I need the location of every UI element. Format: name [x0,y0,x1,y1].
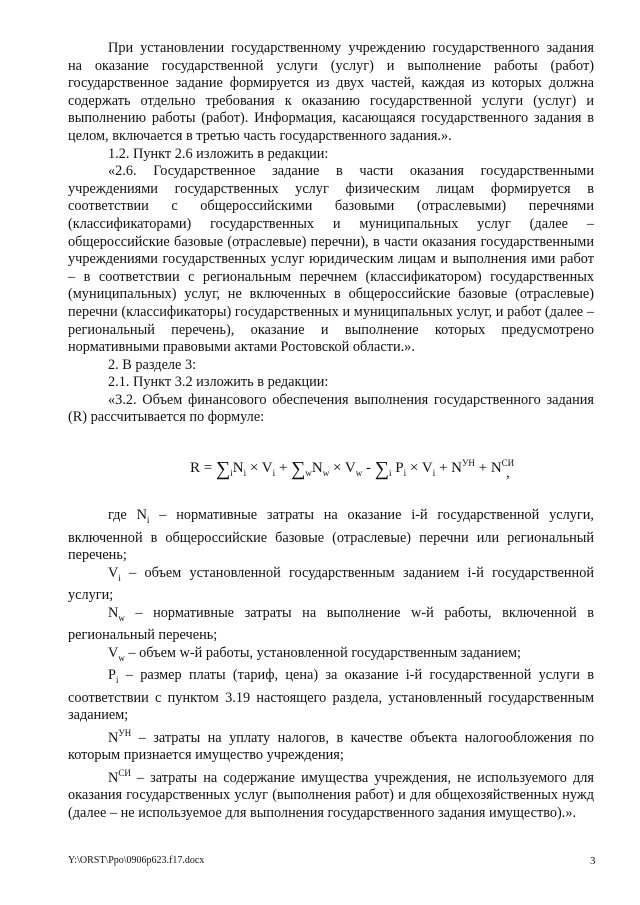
definitions-list [68,507,594,822]
definition-text: – размер платы (тариф, цена) за оказание i-й государственной услуги в соответствии с пунктом 3.19 настоящего раздела, установленный государственным заданием; [68,667,594,724]
definition-symbol: N [108,729,119,746]
definition-text: – нормативные затраты на оказание i-й государственной услуги, включенной в общероссийские базовые (отраслевые) перечни или региональный перечень; [68,507,594,564]
definition-text: – затраты на уплату налогов, в качестве объекта налогообложения по которым признается имущество учреждения; [68,729,594,764]
paragraph-item-1-2: 1.2. Пункт 2.6 изложить в редакции: [108,145,329,162]
formula [68,441,594,489]
definition-item: $N^{УН}$ – затраты на уплату налогов, в качестве объекта налогообложения по которым признается имущество учреждения; [68,727,594,764]
definition-text: – затраты на содержание имущества учреждения, не используемого для оказания государственных услуг (выполнения работ) и для общехозяйственных нужд (далее – не используемое для выполнения государственного задания имущество).». [68,769,594,821]
paragraph-item-2-1: 2.1. Пункт 3.2 изложить в редакции: [108,374,329,391]
definition-text: – объем w-й работы, установленной государственным заданием; [124,644,521,661]
definition-symbol: P [108,667,116,684]
footer-file-path: Y:\ORST\Ppo\0906p623.f17.docx [68,855,205,866]
definition-text: – нормативные затраты на выполнение w-й работы, включенной в региональный перечень; [68,604,594,644]
paragraph-intro: При установлении государственному учреждению государственного задания на оказание государственной услуги (услуг) и выполнение работы (работ) государственное задание формируется из двух частей, каждая из которых должна содержать отдельно требования к оказанию государственной услуги (услуг) и выполнению работы (работ). Информация, касающаяся государственного задания в целом, включается в третью часть государственного задания.». [68,40,594,144]
paragraph-clause-3-2: «3.2. Объем финансового обеспечения выполнения государственного задания (R) рассчитывается по формуле: [68,391,594,426]
paragraph-section-2: 2. В разделе 3: [108,356,197,373]
definition-item: где $N_i$ – нормативные затраты на оказание i-й государственной услуги, включенной в общероссийские базовые (отраслевые) перечни или региональный перечень; [68,507,594,564]
paragraph-clause-2-6: «2.6. Государственное задание в части оказания государственными учреждениями государственных услуг физическим лицам формируется в соответствии с общероссийскими базовыми (отраслевыми) перечнями (классификаторами) государственных и муниципальных услуг (далее – общероссийские базовые (отраслевые) перечни), в части оказания государственными учреждениями государственных услуг юридическим лицам и выполнения ими работ – в соответствии с региональным перечнем (классификатором) государственных (муниципальных) услуг, не включенных в общероссийские базовые (отраслевые) перечни (классификаторы) государственных и муниципальных услуг, и работ (далее – региональный перечень), оказание и выполнение которых предусмотрено нормативными правовыми актами Ростовской области.». [68,163,594,356]
definition-symbol: V [108,644,119,661]
formula-comma: , [506,465,510,482]
definition-symbol: N [136,507,147,524]
definition-symbol: N [108,769,119,786]
definition-item: $N^{СИ}$ – затраты на содержание имущества учреждения, не используемого для оказания государственных услуг (выполнения работ) и для общехозяйственных нужд (далее – не используемое для выполнения государственного задания имущество).». [68,767,594,821]
definition-item: $V_i$ – объем установленной государственным заданием i-й государственной услуги; [68,564,594,604]
footer-page-number: 3 [590,855,596,867]
definition-item: $P_i$ – размер платы (тариф, цена) за оказание i-й государственной услуги в соответствии с пунктом 3.19 настоящего раздела, установленный государственным заданием; [68,667,594,724]
formula-expression: $R = \sum_iN_i \times V_i + \sum_wN_w \times V_w - \sum_i$ $P_i \times V_i + N^{УН} + N^{СИ}$ [190,458,515,481]
document-body [68,40,594,822]
definition-symbol: N [108,604,119,621]
definition-item: $V_w$ – объем w-й работы, установленной государственным заданием; [108,644,521,663]
definition-symbol: V [108,564,119,581]
definition-text: – объем установленной государственным заданием i-й государственной услуги; [68,564,594,604]
definition-item: $N_w$ – нормативные затраты на выполнение w-й работы, включенной в региональный перечень; [68,604,594,644]
